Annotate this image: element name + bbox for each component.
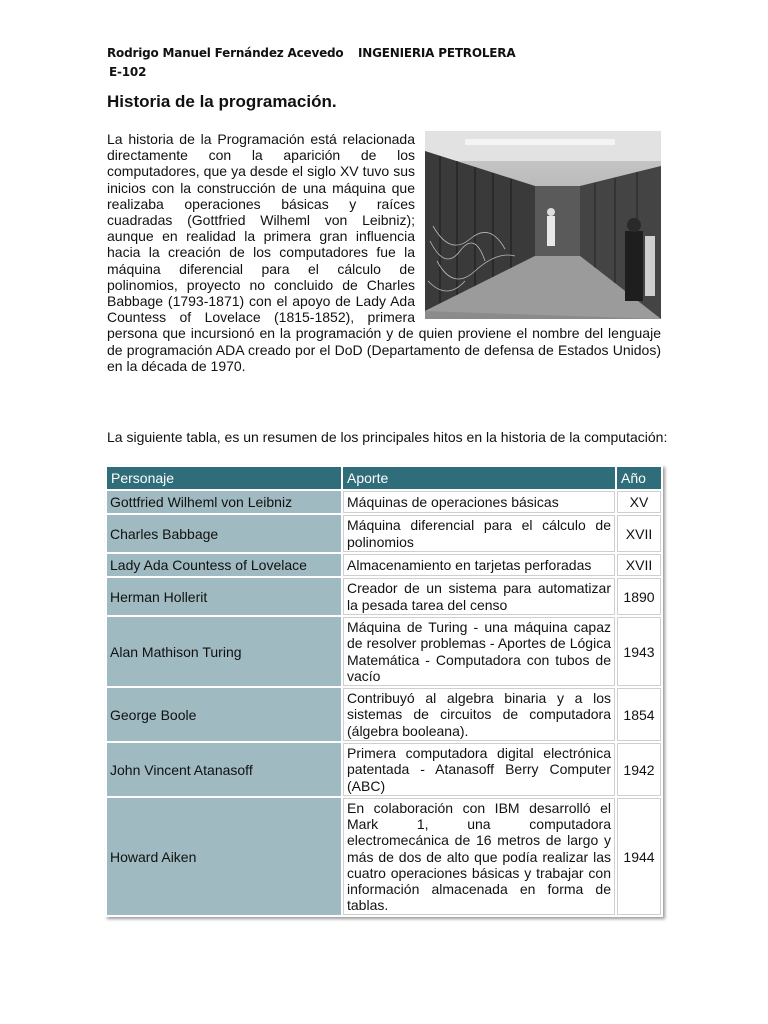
table-row [107, 491, 661, 513]
cell-year: 1943 [617, 617, 661, 686]
cell-person: John Vincent Atanasoff [107, 743, 341, 796]
header-aporte: Aporte [343, 467, 615, 489]
cell-person: Charles Babbage [107, 515, 341, 552]
cell-person: Lady Ada Countess of Lovelace [107, 554, 341, 576]
page-title: Historia de la programación. [107, 92, 337, 111]
table-header-row [107, 467, 661, 489]
intro-section [107, 131, 661, 374]
header-personaje: Personaje [107, 467, 341, 489]
group-code: E-102 [109, 65, 147, 79]
author-name: Rodrigo Manuel Fernández Acevedo [107, 46, 344, 60]
table-row [107, 798, 661, 915]
cell-year: 1854 [617, 688, 661, 741]
cell-year: 1890 [617, 578, 661, 615]
milestones-table-container [105, 465, 663, 917]
cell-year: XVII [617, 554, 661, 576]
cell-contribution: Almacenamiento en tarjetas perforadas [343, 554, 615, 576]
table-row [107, 688, 661, 741]
cell-year: XVII [617, 515, 661, 552]
cell-person: Howard Aiken [107, 798, 341, 915]
milestones-table [105, 465, 663, 917]
table-row [107, 515, 661, 552]
department-name: INGENIERIA PETROLERA [358, 46, 516, 60]
summary-text: La siguiente tabla, es un resumen de los principales hitos en la historia de la computación: [107, 429, 668, 445]
cell-year: 1944 [617, 798, 661, 915]
cell-person: Gottfried Wilheml von Leibniz [107, 491, 341, 513]
eniac-photo [425, 131, 661, 319]
cell-contribution: Máquina diferencial para el cálculo de polinomios [343, 515, 615, 552]
cell-year: XV [617, 491, 661, 513]
intro-paragraph: La historia de la Programación está relacionada directamente con la aparición de los computadores, que ya desde el siglo XV tuvo sus inicios con la construcción de una máquina que realizaba operaciones básicas y raíces cuadradas (Gottfried Wilheml von Leibniz); aunque en realidad la primera gran influencia hacia la creación de los computadores fue la máquina diferencial para el cálculo de polinomios, proyecto no concluido de Charles Babbage (1793-1871) con el apoyo de Lady Ada Countess of Lovelace (1815-1852), primera persona que incursionó en la programación y de quien proviene el nombre del lenguaje de programación ADA creado por el DoD (Departamento de defensa de Estados Unidos) en la década de 1970. [107, 131, 661, 374]
cell-person: Alan Mathison Turing [107, 617, 341, 686]
header-ano: Año [617, 467, 661, 489]
table-row [107, 617, 661, 686]
cell-contribution: Creador de un sistema para automatizar la pesada tarea del censo [343, 578, 615, 615]
cell-year: 1942 [617, 743, 661, 796]
cell-contribution: En colaboración con IBM desarrolló el Mark 1, una computadora electromecánica de 16 metros de largo y más de dos de alto que podía realizar las cuatro operaciones básicas y trabajar con información almacenada en forma de tablas. [343, 798, 615, 915]
table-row [107, 554, 661, 576]
cell-contribution: Máquina de Turing - una máquina capaz de resolver problemas - Aportes de Lógica Matemática - Computadora con tubos de vacío [343, 617, 615, 686]
cell-contribution: Primera computadora digital electrónica patentada - Atanasoff Berry Computer (ABC) [343, 743, 615, 796]
table-row [107, 743, 661, 796]
table-row [107, 578, 661, 615]
cell-person: Herman Hollerit [107, 578, 341, 615]
cell-contribution: Contribuyó al algebra binaria y a los sistemas de circuitos de computadora (álgebra booleana). [343, 688, 615, 741]
cell-person: George Boole [107, 688, 341, 741]
cell-contribution: Máquinas de operaciones básicas [343, 491, 615, 513]
